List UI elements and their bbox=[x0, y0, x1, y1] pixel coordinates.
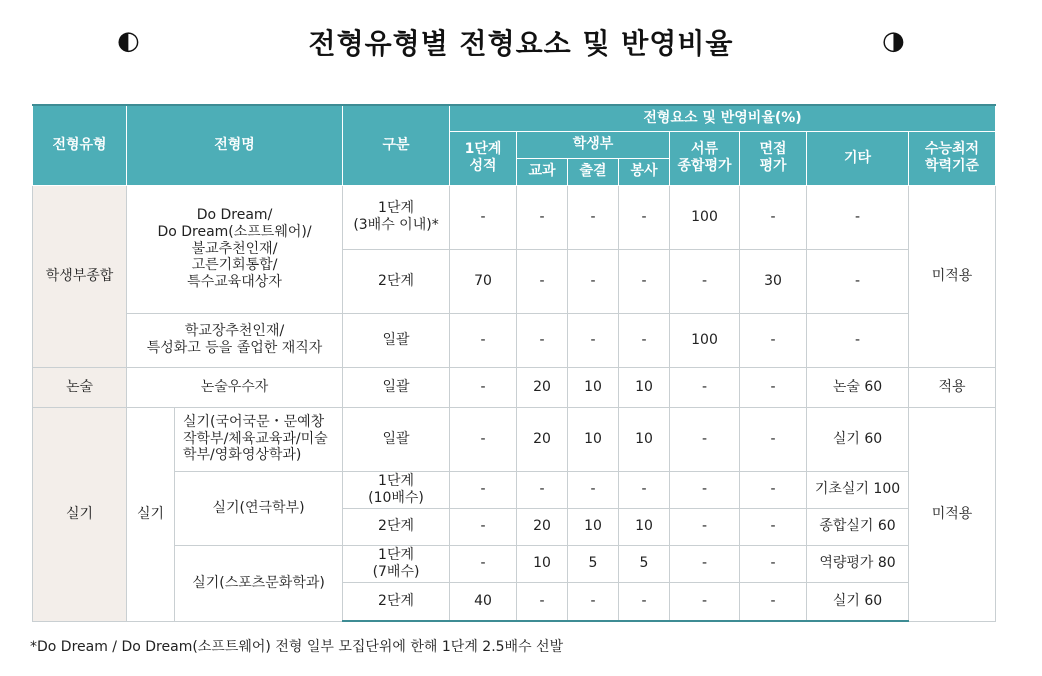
value-cell: - bbox=[517, 313, 568, 367]
value-cell: - bbox=[740, 508, 807, 545]
value-cell: - bbox=[670, 508, 740, 545]
subname-cell: 실기(연극학부) bbox=[175, 471, 343, 545]
value-cell: 10 bbox=[568, 407, 619, 471]
table-row bbox=[33, 367, 996, 407]
division-cell: 일괄 bbox=[343, 367, 450, 407]
division-cell: 1단계 (7배수) bbox=[343, 545, 450, 582]
value-cell: - bbox=[740, 367, 807, 407]
value-cell: - bbox=[670, 249, 740, 313]
value-cell: 10 bbox=[619, 407, 670, 471]
header-division: 구분 bbox=[343, 105, 450, 185]
value-cell: 기초실기 100 bbox=[807, 471, 909, 508]
value-cell: - bbox=[619, 582, 670, 621]
value-cell: - bbox=[740, 471, 807, 508]
value-cell: - bbox=[740, 582, 807, 621]
footnote: *Do Dream / Do Dream(소프트웨어) 전형 일부 모집단위에 한해 1단계 2.5배수 선발 bbox=[30, 639, 564, 655]
value-cell: 실기 60 bbox=[807, 582, 909, 621]
value-cell: 10 bbox=[619, 508, 670, 545]
division-cell: 일괄 bbox=[343, 313, 450, 367]
value-cell: 논술 60 bbox=[807, 367, 909, 407]
subname-cell: 실기(국어국문・문예창 작학부/체육교육과/미술 학부/영화영상학과) bbox=[175, 407, 343, 471]
value-cell: - bbox=[568, 313, 619, 367]
value-cell: 10 bbox=[517, 545, 568, 582]
header-etc: 기타 bbox=[807, 131, 909, 185]
value-cell: - bbox=[517, 185, 568, 249]
table-row bbox=[33, 185, 996, 249]
value-cell: 20 bbox=[517, 407, 568, 471]
header-name: 전형명 bbox=[127, 105, 343, 185]
value-cell: - bbox=[807, 249, 909, 313]
header-record: 학생부 bbox=[517, 131, 670, 158]
value-cell: - bbox=[619, 471, 670, 508]
division-cell: 1단계 (10배수) bbox=[343, 471, 450, 508]
half-circle-right-icon: ◑ bbox=[882, 26, 905, 56]
value-cell: 100 bbox=[670, 185, 740, 249]
value-cell: - bbox=[670, 407, 740, 471]
value-cell: 40 bbox=[450, 582, 517, 621]
type-cell: 논술 bbox=[33, 367, 127, 407]
type-cell: 실기 bbox=[33, 407, 127, 621]
value-cell: 20 bbox=[517, 367, 568, 407]
division-cell: 1단계 (3배수 이내)* bbox=[343, 185, 450, 249]
value-cell: - bbox=[517, 249, 568, 313]
title-row bbox=[0, 18, 1042, 64]
value-cell: - bbox=[670, 471, 740, 508]
value-cell: - bbox=[450, 313, 517, 367]
value-cell: - bbox=[807, 313, 909, 367]
value-cell: - bbox=[670, 367, 740, 407]
value-cell: - bbox=[450, 545, 517, 582]
division-cell: 일괄 bbox=[343, 407, 450, 471]
header-interview: 면접 평가 bbox=[740, 131, 807, 185]
subname-cell: 실기(스포츠문화학과) bbox=[175, 545, 343, 621]
value-cell: 10 bbox=[619, 367, 670, 407]
header-subject: 교과 bbox=[517, 158, 568, 185]
value-cell: 100 bbox=[670, 313, 740, 367]
value-cell: - bbox=[740, 407, 807, 471]
table-row bbox=[33, 545, 996, 582]
value-cell: - bbox=[619, 249, 670, 313]
division-cell: 2단계 bbox=[343, 582, 450, 621]
value-cell: - bbox=[450, 367, 517, 407]
value-cell: - bbox=[670, 545, 740, 582]
value-cell: - bbox=[619, 185, 670, 249]
name-cell: 학교장추천인재/ 특성화고 등을 졸업한 재직자 bbox=[127, 313, 343, 367]
division-cell: 2단계 bbox=[343, 249, 450, 313]
name-cell: 논술우수자 bbox=[127, 367, 343, 407]
type-cell: 학생부종합 bbox=[33, 185, 127, 367]
header-volunteer: 봉사 bbox=[619, 158, 670, 185]
table-row bbox=[33, 407, 996, 471]
value-cell: 종합실기 60 bbox=[807, 508, 909, 545]
name-cell: Do Dream/ Do Dream(소프트웨어)/ 불교추천인재/ 고른기회통합/ 특수교육대상자 bbox=[127, 185, 343, 313]
value-cell: - bbox=[740, 185, 807, 249]
value-cell: - bbox=[568, 249, 619, 313]
value-cell: - bbox=[450, 471, 517, 508]
table-row bbox=[33, 471, 996, 508]
value-cell: - bbox=[619, 313, 670, 367]
value-cell: - bbox=[517, 582, 568, 621]
value-cell: 30 bbox=[740, 249, 807, 313]
header-csat: 수능최저 학력기준 bbox=[909, 131, 996, 185]
value-cell: - bbox=[517, 471, 568, 508]
csat-cell: 적용 bbox=[909, 367, 996, 407]
table-row bbox=[33, 313, 996, 367]
value-cell: 70 bbox=[450, 249, 517, 313]
division-cell: 2단계 bbox=[343, 508, 450, 545]
value-cell: - bbox=[807, 185, 909, 249]
header-attendance: 출결 bbox=[568, 158, 619, 185]
header-elements-ratio: 전형요소 및 반영비율(%) bbox=[450, 105, 996, 131]
value-cell: - bbox=[450, 185, 517, 249]
value-cell: 10 bbox=[568, 508, 619, 545]
value-cell: 5 bbox=[619, 545, 670, 582]
header-stage1-grade: 1단계 성적 bbox=[450, 131, 517, 185]
name-cell: 실기 bbox=[127, 407, 175, 621]
header-type: 전형유형 bbox=[33, 105, 127, 185]
csat-cell: 미적용 bbox=[909, 407, 996, 621]
value-cell: 역량평가 80 bbox=[807, 545, 909, 582]
value-cell: - bbox=[670, 582, 740, 621]
header-docs: 서류 종합평가 bbox=[670, 131, 740, 185]
value-cell: - bbox=[450, 407, 517, 471]
value-cell: 5 bbox=[568, 545, 619, 582]
value-cell: - bbox=[740, 545, 807, 582]
csat-cell: 미적용 bbox=[909, 185, 996, 367]
value-cell: 20 bbox=[517, 508, 568, 545]
page-title: 전형유형별 전형요소 및 반영비율 bbox=[308, 27, 734, 60]
value-cell: - bbox=[450, 508, 517, 545]
value-cell: - bbox=[740, 313, 807, 367]
value-cell: - bbox=[568, 582, 619, 621]
value-cell: - bbox=[568, 471, 619, 508]
value-cell: 실기 60 bbox=[807, 407, 909, 471]
value-cell: 10 bbox=[568, 367, 619, 407]
half-circle-left-icon: ◐ bbox=[117, 26, 140, 56]
value-cell: - bbox=[568, 185, 619, 249]
admission-table bbox=[32, 104, 996, 622]
